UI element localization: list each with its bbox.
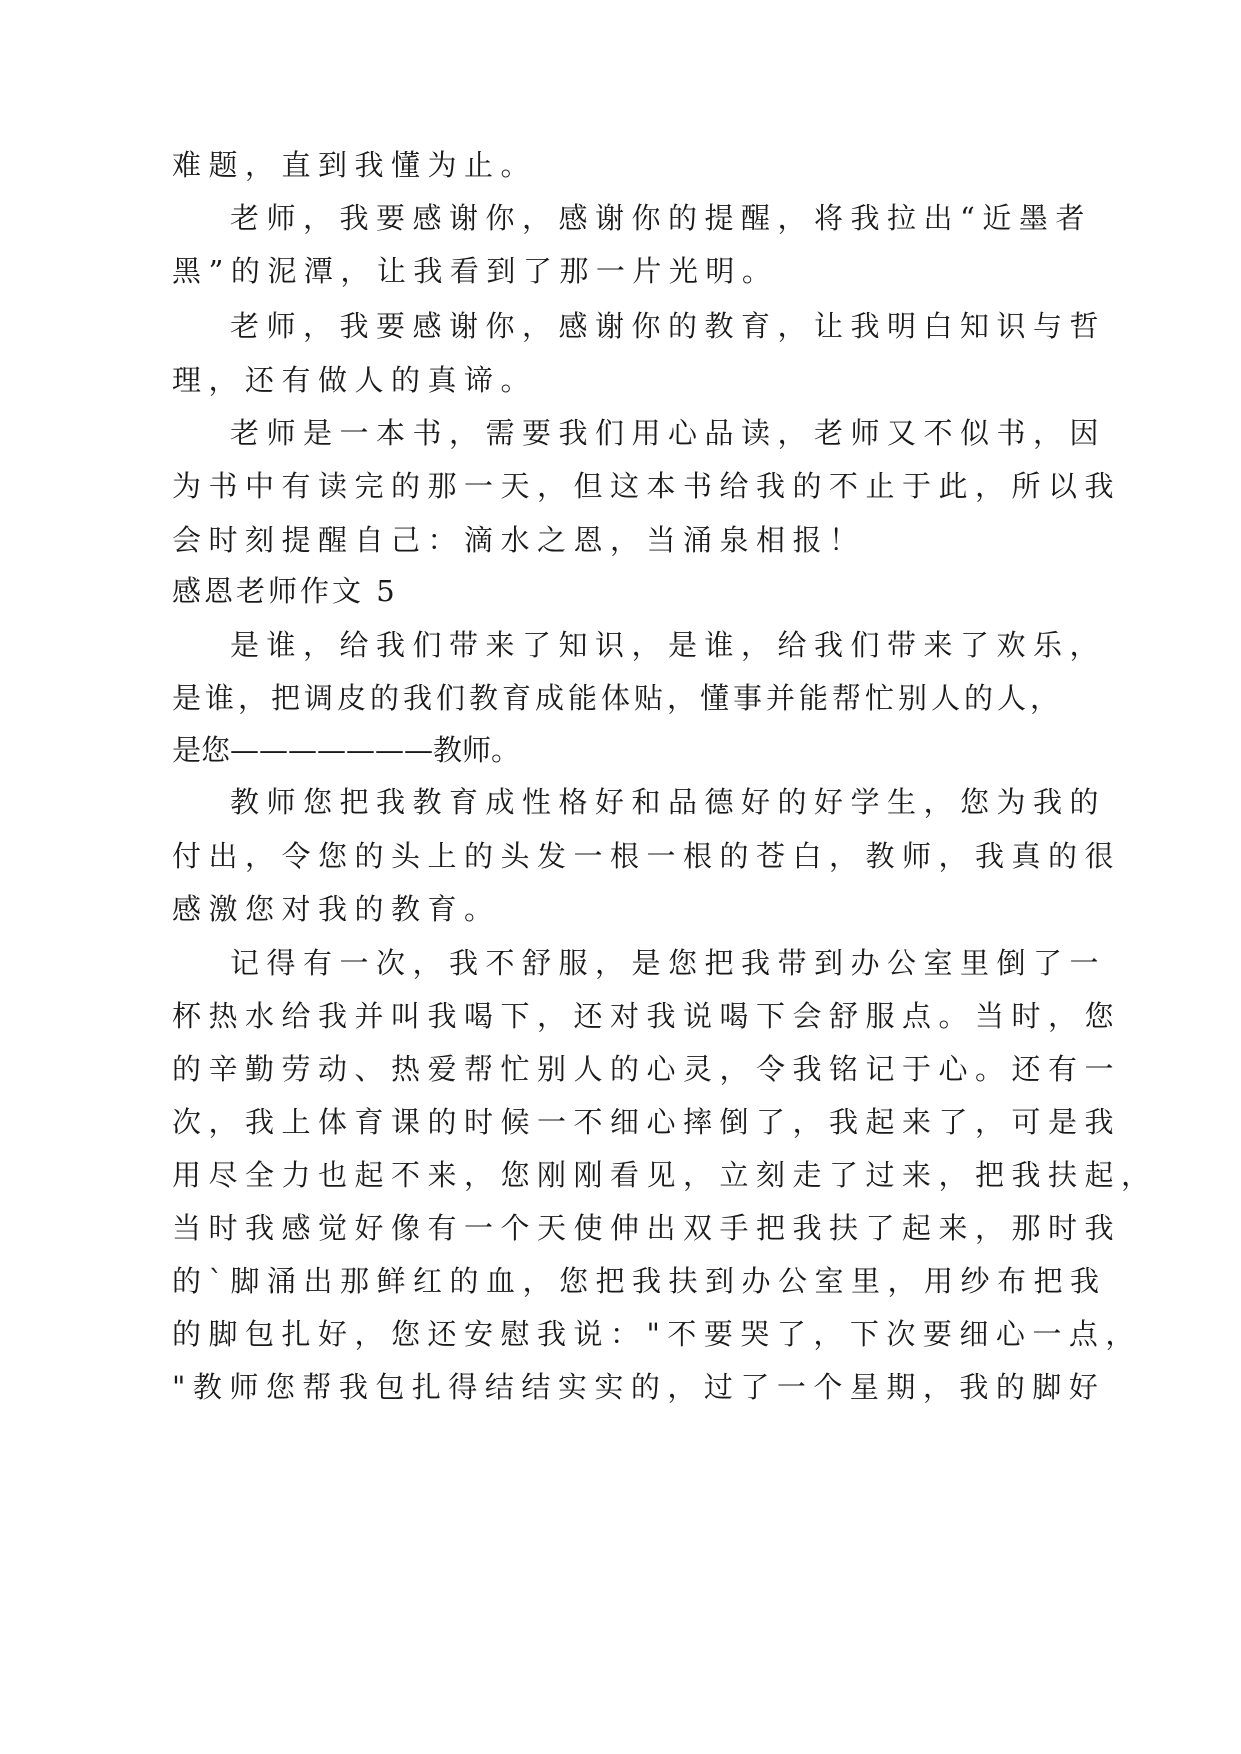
text-line: 当时我感觉好像有一个天使伸出双手把我扶了起来，那时我 [172,1211,1122,1245]
text-line: 用尽全力也起不来，您刚刚看见，立刻走了过来，把我扶起， [172,1158,1158,1192]
text-line: 黑”的泥潭，让我看到了那一片光明。 [172,254,779,288]
text-line: 的脚包扎好，您还安慰我说："不要哭了，下次要细心一点， [172,1317,1142,1351]
text-line: 教师您把我教育成性格好和品德好的好学生，您为我的 [230,785,1107,819]
text-line: 会时刻提醒自己：滴水之恩，当涌泉相报！ [172,523,866,557]
text-line: 难题，直到我懂为止。 [172,148,538,182]
text-line: "教师您帮我包扎得结结实实的，过了一个星期，我的脚好 [172,1370,1106,1404]
text-line: 是谁，给我们带来了知识，是谁，给我们带来了欢乐， [230,628,1107,662]
text-line: 杯热水给我并叫我喝下，还对我说喝下会舒服点。当时，您 [172,999,1122,1033]
text-line: 付出，令您的头上的头发一根一根的苍白，教师，我真的很 [172,839,1122,873]
text-line: 次，我上体育课的时候一不细心摔倒了，我起来了，可是我 [172,1105,1122,1139]
text-line: 是谁，把调皮的我们教育成能体贴，懂事并能帮忙别人的人， [172,681,1064,715]
text-line: 的`脚涌出那鲜红的血，您把我扶到办公室里，用纱布把我 [172,1264,1107,1298]
section-heading: 感恩老师作文 5 [172,574,398,608]
text-line: 记得有一次，我不舒服，是您把我带到办公室里倒了一 [230,946,1107,980]
text-line: 的辛勤劳动、热爱帮忙别人的心灵，令我铭记于心。还有一 [172,1052,1122,1086]
text-line: 为书中有读完的那一天，但这本书给我的不止于此，所以我 [172,469,1122,503]
text-line: 是您———————教师。 [172,733,521,767]
text-line: 老师，我要感谢你，感谢你的提醒，将我拉出“近墨者 [230,201,1092,235]
text-line: 感激您对我的教育。 [172,892,501,926]
text-line: 老师是一本书，需要我们用心品读，老师又不似书，因 [230,416,1107,450]
text-line: 理，还有做人的真谛。 [172,363,538,397]
text-line: 老师，我要感谢你，感谢你的教育，让我明白知识与哲 [230,309,1107,343]
